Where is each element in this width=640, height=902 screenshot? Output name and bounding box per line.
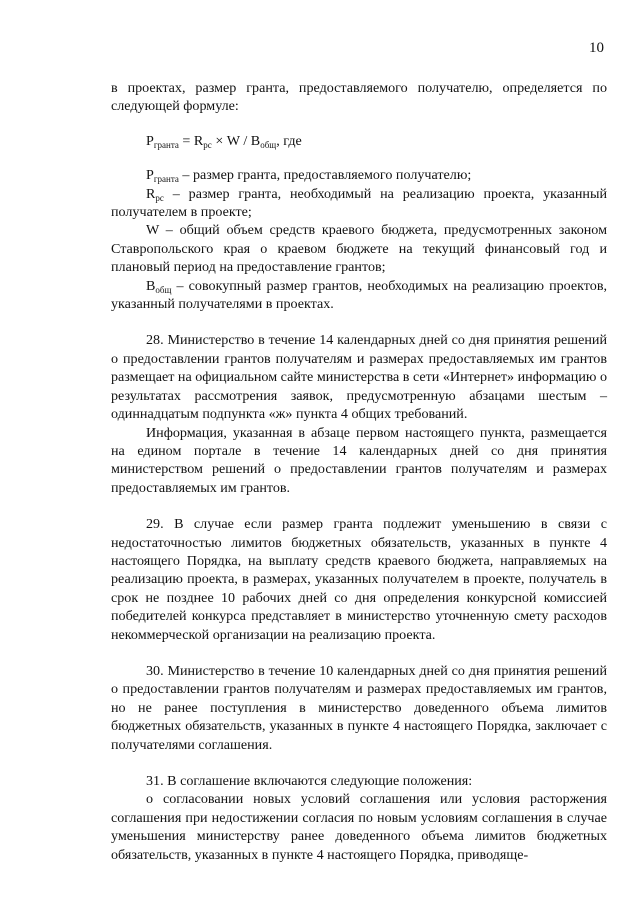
paragraph-28: 28. Министерство в течение 14 календарных дней со дня принятия решений о предоставлении грантов получателям и размерах предоставляемых им грантов размещает на официальном сайте министерства в сети «Интернет» информацию о результатах рассмотрения заявок, предусмотренную абзацами шестым – одиннадцатым подпункта «ж» пункта 4 общих требований.	[111, 332, 607, 423]
paragraph-31-item: о согласовании новых условий соглашения или условия расторжения соглашения при недостижении согласия по новым условиям соглашения в случае уменьшения министерству ранее доведенного объема лимитов бюджетных обязательств, указанных в пункте 4 настоящего Порядка, приводяще-	[111, 791, 607, 863]
paragraph-28-second: Информация, указанная в абзаце первом настоящего пункта, размещается на едином портале в течение 14 календарных дней со дня принятия министерством решений о предоставлении грантов получателям и размерах предоставляемых им грантов.	[111, 424, 607, 496]
page-body	[111, 79, 607, 864]
definition-w: W – общий объем средств краевого бюджета, предусмотренных законом Ставропольского края о краевом бюджете на текущий финансовый год и плановый период на предоставление грантов;	[111, 222, 607, 276]
definition-p-grant: $P_{гранта}$ – размер гранта, предоставляемого получателю;	[146, 167, 472, 185]
paragraph-30: 30. Министерство в течение 10 календарных дней со дня принятия решений о предоставлении грантов получателям и размерах предоставляемых им грантов, но не ранее поступления в министерство доведенного объема лимитов бюджетных обязательств, указанных в пункте 4 настоящего Порядка, заключает с получателями соглашения.	[111, 662, 607, 753]
definition-b-total: $B_{общ}$ – совокупный размер грантов, необходимых на реализацию проектов, указанный получателями в проектах.	[111, 277, 607, 313]
intro-paragraph: в проектах, размер гранта, предоставляемого получателю, определяется по следующей формуле:	[111, 80, 607, 115]
grant-formula: $P_{гранта} = R_{рс} \times W / B_{общ}$, где	[146, 132, 302, 150]
definition-r-rs: $R_{рс}$ – размер гранта, необходимый на реализацию проекта, указанный получателем в проекте;	[111, 185, 607, 221]
page-number: 10	[589, 40, 604, 56]
paragraph-31: 31. В соглашение включаются следующие положения:	[146, 773, 473, 789]
paragraph-29: 29. В случае если размер гранта подлежит уменьшению в связи с недостаточностью лимитов бюджетных обязательств, указанных в пункте 4 настоящего Порядка, на выплату средств краевого бюджета, направляемых на реализацию проекта, в размерах, указанных получателем в проекте, получатель в срок не позднее 10 рабочих дней со дня определения конкурсной комиссией победителей конкурса представляет в министерство уточненную смету расходов некоммерческой организации на реализацию проекта.	[111, 516, 607, 643]
